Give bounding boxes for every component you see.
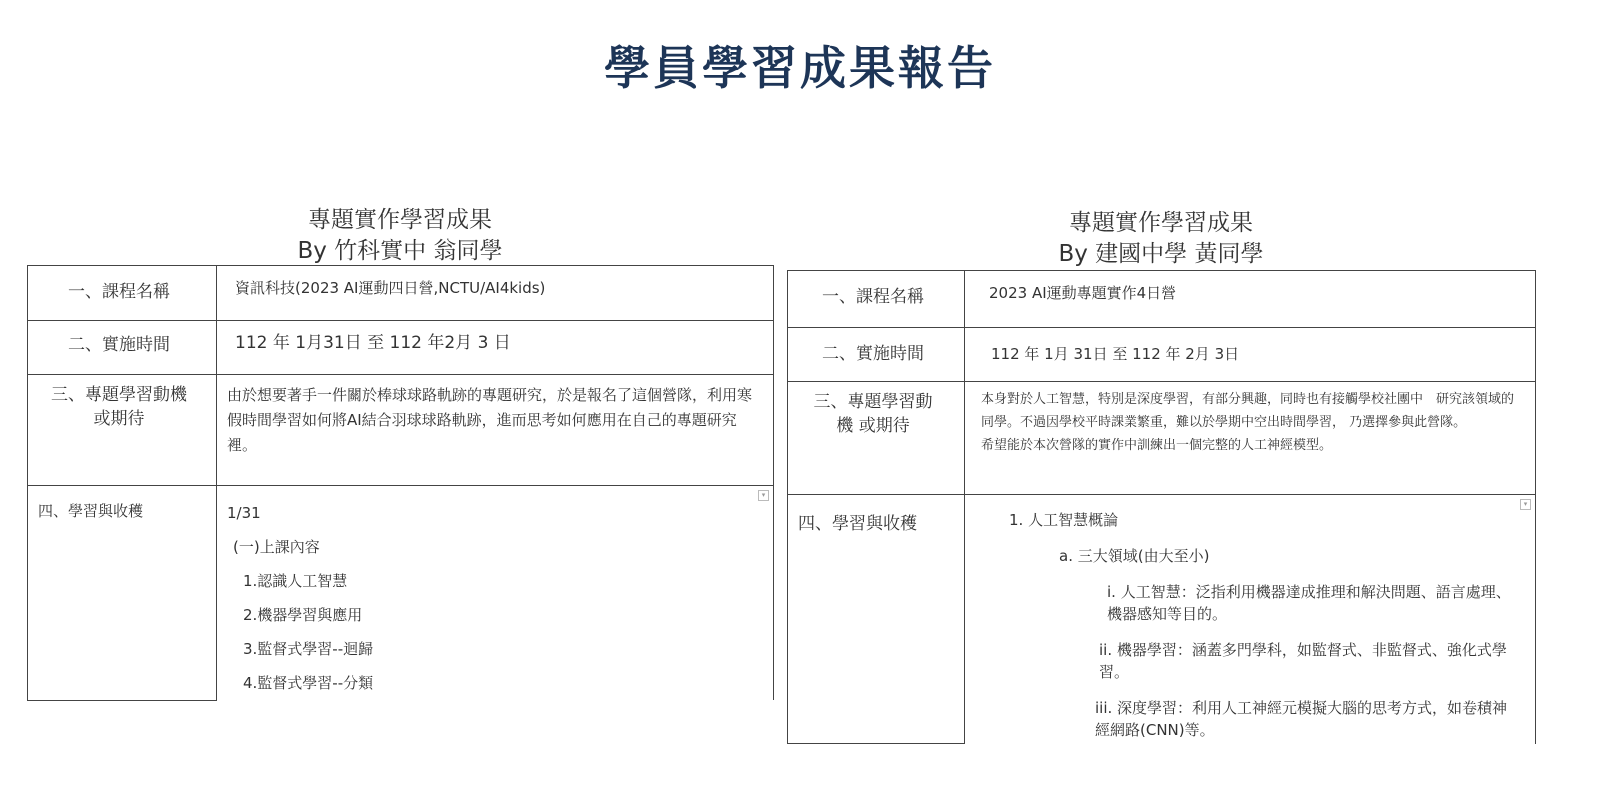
right-report xyxy=(787,208,1535,743)
left-motive-label-line1: 三、專題學習動機 xyxy=(51,385,187,405)
right-gain-list xyxy=(965,495,1535,741)
left-gain-line: 2.機器學習與應用 xyxy=(243,606,363,624)
right-gain-item1a: a. 三大領域(由大至小) xyxy=(1059,547,1210,565)
right-gain-label: 四、學習與收穫 xyxy=(798,514,917,534)
left-motive-value-cell xyxy=(217,375,774,486)
left-course-value: 資訊科技(2023 AI運動四日營,NCTU/AI4kids) xyxy=(235,279,546,297)
right-motive-value xyxy=(965,382,1535,463)
right-motive-value-cell xyxy=(965,382,1536,495)
left-gain-line: 3.監督式學習--迴歸 xyxy=(243,640,374,658)
right-heading-line2: By 建國中學 黃同學 xyxy=(1058,241,1264,267)
right-course-label: 一、課程名稱 xyxy=(822,287,924,307)
left-report xyxy=(27,205,773,690)
right-motive-p1: 本身對於人工智慧，特別是深度學習，有部分興趣，同時也有接觸學校社團中 研究該領域的同學。不過因學校平時課業繁重，難以於學期中空出時間學習， 乃選擇參與此營隊。 xyxy=(981,392,1515,430)
right-gain-item-iii: iii. 深度學習：利用人工神經元模擬大腦的思考方式，如卷積神經網路(CNN)等。 xyxy=(1095,699,1508,739)
left-time-value: 112 年 1月31日 至 112 年2月 3 日 xyxy=(235,333,511,353)
right-gain-label-cell xyxy=(788,495,965,744)
left-gain-label-cell xyxy=(28,486,217,701)
left-time-label-cell xyxy=(28,321,217,375)
right-time-value: 112 年 1月 31日 至 112 年 2月 3日 xyxy=(991,345,1240,363)
left-course-label-cell xyxy=(28,266,217,321)
right-gain-item-i: i. 人工智慧：泛指利用機器達成推理和解決問題、語言處理、機器感知等目的。 xyxy=(1107,583,1511,623)
left-gain-value-cell xyxy=(217,486,774,701)
left-heading-line2: By 竹科實中 翁同學 xyxy=(297,238,503,264)
left-course-value-cell xyxy=(217,266,774,321)
left-motive-label-cell xyxy=(28,375,217,486)
right-motive-p2: 希望能於本次營隊的實作中訓練出一個完整的人工神經模型。 xyxy=(981,438,1333,453)
right-time-label-cell xyxy=(788,328,965,382)
left-time-value-cell xyxy=(217,321,774,375)
right-time-label: 二、實施時間 xyxy=(822,344,924,364)
left-gain-line: 1.認識人工智慧 xyxy=(243,572,348,590)
left-gain-line: (一)上課內容 xyxy=(233,538,320,556)
right-course-label-cell xyxy=(788,271,965,328)
right-motive-label-cell xyxy=(788,382,965,495)
right-motive-label xyxy=(788,382,964,438)
right-course-value: 2023 AI運動專題實作4日營 xyxy=(989,284,1177,302)
left-heading-line1: 專題實作學習成果 xyxy=(308,207,492,233)
left-time-label: 二、實施時間 xyxy=(68,335,170,355)
right-course-value-cell xyxy=(965,271,1536,328)
left-gain-list xyxy=(217,486,773,700)
right-gain-value-cell xyxy=(965,495,1536,744)
right-motive-label-line2: 機 或期待 xyxy=(836,416,910,436)
left-report-table xyxy=(27,265,774,701)
right-time-value-cell xyxy=(965,328,1536,382)
right-gain-item1: 1. 人工智慧概論 xyxy=(1009,511,1119,529)
cell-corner-icon: ▾ xyxy=(1520,499,1531,510)
right-report-heading xyxy=(787,208,1535,270)
right-gain-item-ii: ii. 機器學習：涵蓋多門學科，如監督式、非監督式、強化式學習。 xyxy=(1099,641,1507,681)
left-gain-line: 1/31 xyxy=(227,504,261,522)
left-report-heading xyxy=(27,205,773,267)
left-course-label: 一、課程名稱 xyxy=(68,282,170,302)
right-heading-line1: 專題實作學習成果 xyxy=(1069,210,1253,236)
right-report-table xyxy=(787,270,1536,744)
page-title: 學員學習成果報告 xyxy=(604,41,996,95)
left-motive-value: 由於想要著手一件關於棒球球路軌跡的專題研究，於是報名了這個營隊，利用寒假時間學習如何將AI結合羽球球路軌跡，進而思考如何應用在自己的專題研究裡。 xyxy=(227,386,753,454)
cell-corner-icon: ▾ xyxy=(758,490,769,501)
left-motive-label-line2: 或期待 xyxy=(93,409,145,429)
left-motive-label xyxy=(28,375,216,431)
right-motive-label-line1: 三、專題學習動 xyxy=(813,392,933,412)
left-gain-label: 四、學習與收穫 xyxy=(38,502,144,520)
left-gain-line: 4.監督式學習--分類 xyxy=(243,674,374,692)
